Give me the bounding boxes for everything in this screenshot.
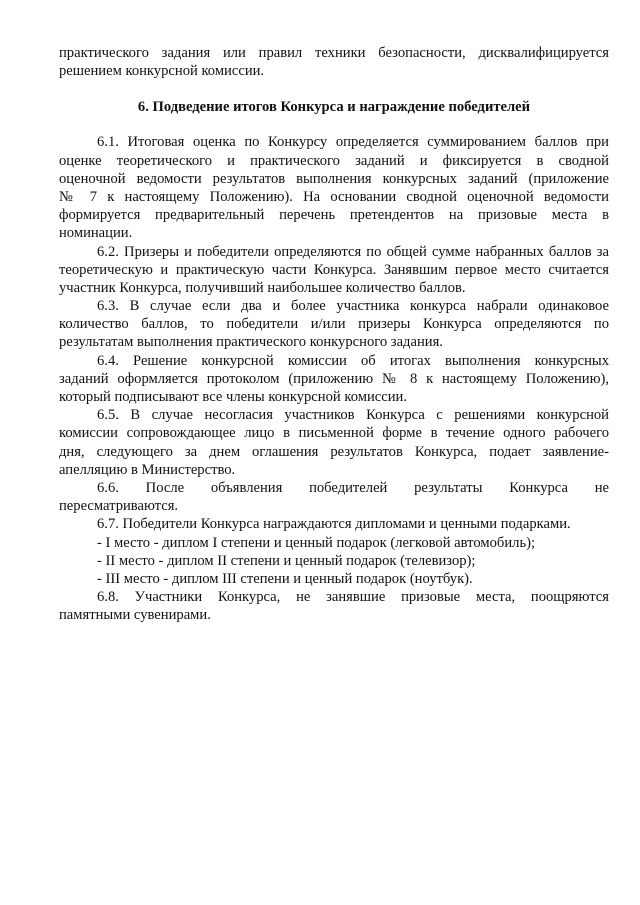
text-line: 6.6. После объявления победителей результаты Конкурса не: [97, 479, 609, 496]
text-line: номинации.: [59, 225, 133, 242]
prize-item-first: [59, 534, 609, 552]
text-line: комиссии сопровождающее лицо в письменной форме в течение одного рабочего: [59, 425, 609, 442]
prize-item-second: [59, 552, 609, 570]
paragraph-6-6: [59, 479, 609, 515]
paragraph-6-2: [59, 243, 609, 298]
text-line: 6.2. Призеры и победители определяются по общей сумме набранных баллов за: [97, 243, 609, 260]
text-line: заданий оформляется протоколом (приложению № 8 к настоящему Положению),: [59, 370, 609, 387]
paragraph-6-5: [59, 406, 609, 479]
text-line: который подписывают все члены конкурсной комиссии.: [59, 389, 407, 405]
text-line: оценке теоретического и практического заданий и фиксируется в сводной: [59, 152, 609, 169]
text-line: памятными сувенирами.: [59, 607, 211, 624]
text-line: решением конкурсной комиссии.: [59, 63, 265, 80]
text-line: практического задания или правил техники безопасности, дисквалифицируется: [59, 45, 609, 61]
text-line: 6.5. В случае несогласия участников Конкурса с решениями конкурсной: [97, 407, 609, 424]
text-line: оценочной ведомости результатов выполнения конкурсных заданий (приложение: [59, 170, 609, 187]
paragraph-6-1: [59, 133, 609, 242]
intro-paragraph: [59, 44, 609, 80]
text-line: формируется предварительный перечень претендентов на призовые места в: [59, 207, 609, 224]
list-item: - II место - диплом II степени и ценный подарок (телевизор);: [97, 552, 476, 569]
list-item: - III место - диплом III степени и ценный подарок (ноутбук).: [97, 570, 473, 587]
text-line: 6.4. Решение конкурсной комиссии об итогах выполнения конкурсных: [97, 352, 609, 369]
text-line: 6.3. В случае если два и более участника конкурса набрали одинаковое: [97, 298, 609, 315]
text-line: пересматриваются.: [59, 498, 179, 515]
text-line: дня, следующего за днем оглашения результатов Конкурса, подает заявление-: [59, 443, 609, 460]
text-line: 6.1. Итоговая оценка по Конкурсу определяется суммированием баллов при: [97, 134, 609, 151]
text-line: участник Конкурса, получивший наибольшее количество баллов.: [59, 279, 466, 296]
text-line: апелляцию в Министерство.: [59, 461, 236, 478]
paragraph-6-3: [59, 297, 609, 352]
text-line: теоретическую и практическую части Конкурса. Занявшим первое место считается: [59, 261, 609, 278]
text-line: количество баллов, то победители и/или призеры Конкурса определяются по: [59, 316, 609, 333]
prize-item-third: [59, 570, 609, 588]
text-line: результатам выполнения практического конкурсного задания.: [59, 334, 443, 351]
paragraph-6-7: [59, 515, 609, 533]
list-item: - I место - диплом I степени и ценный подарок (легковой автомобиль);: [97, 534, 536, 551]
text-line: 6.8. Участники Конкурса, не занявшие призовые места, поощряются: [97, 589, 609, 606]
paragraph-6-4: [59, 352, 609, 407]
text-line: 6.7. Победители Конкурса награждаются дипломами и ценными подарками.: [97, 516, 571, 533]
section-heading: 6. Подведение итогов Конкурса и награждение победителей: [137, 99, 531, 116]
paragraph-6-8: [59, 588, 609, 624]
text-line: № 7 к настоящему Положению). На основании сводной оценочной ведомости: [59, 188, 609, 205]
